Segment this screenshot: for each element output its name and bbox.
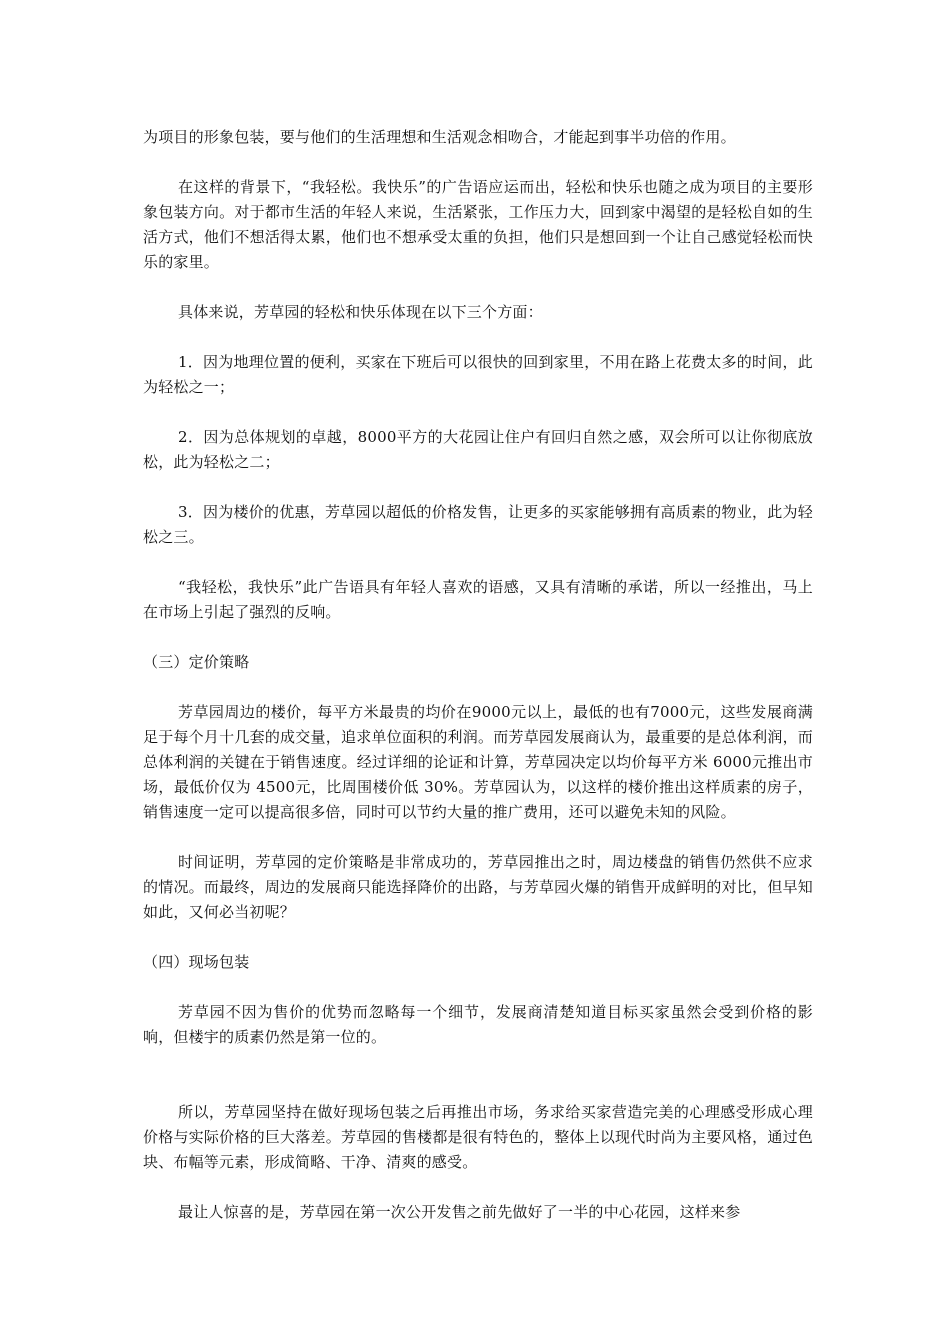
paragraph-point-2: 2．因为总体规划的卓越，8000平方的大花园让住户有回归自然之感，双会所可以让你彻底放松，此为轻松之二； [143,428,813,471]
paragraph-pricing-result: 时间证明，芳草园的定价策略是非常成功的，芳草园推出之时，周边楼盘的销售仍然供不应求的情况。而最终，周边的发展商只能选择降价的出路，与芳草园火爆的销售开成鲜明的对比，但早知如此，又何必当初呢？ [143,853,813,921]
paragraph-slogan-effect: “我轻松，我快乐”此广告语具有年轻人喜欢的语感，又具有清晰的承诺，所以一经推出，马上在市场上引起了强烈的反响。 [143,578,813,621]
paragraph-point-3: 3．因为楼价的优惠，芳草园以超低的价格发售，让更多的买家能够拥有高质素的物业，此为轻松之三。 [143,503,813,546]
paragraph-slogan-background: 在这样的背景下，“我轻松。我快乐”的广告语应运而出，轻松和快乐也随之成为项目的主要形象包装方向。对于都市生活的年轻人来说，生活紧张，工作压力大，回到家中渴望的是轻松自如的生活方式，他们不想活得太累，他们也不想承受太重的负担，他们只是想回到一个让自己感觉轻松而快乐的家里。 [143,178,813,271]
paragraph-site-detail: 芳草园不因为售价的优势而忽略每一个细节，发展商清楚知道目标买家虽然会受到价格的影响，但楼宇的质素仍然是第一位的。 [143,1003,813,1046]
paragraph-central-garden: 最让人惊喜的是，芳草园在第一次公开发售之前先做好了一半的中心花园，这样来参 [178,1203,741,1221]
paragraph-point-1: 1．因为地理位置的便利，买家在下班后可以很快的回到家里，不用在路上花费太多的时间，此为轻松之一； [143,353,813,396]
section-heading-pricing: （三）定价策略 [143,653,250,671]
paragraph-pricing-strategy: 芳草园周边的楼价，每平方米最贵的均价在9000元以上，最低的也有7000元，这些发展商满足于每个月十几套的成交量，追求单位面积的利润。而芳草园发展商认为，最重要的是总体利润，而总体利润的关键在于销售速度。经过详细的论证和计算，芳草园决定以均价每平方米 6000元推出市场，最低价仅为 4500元，比周围楼价低 30%。芳草园认为，以这样的楼价推出这样质素的房子，销售速度一定可以提高很多倍，同时可以节约大量的推广费用，还可以避免未知的风险。 [143,703,813,821]
paragraph-site-packaging: 所以，芳草园坚持在做好现场包装之后再推出市场，务求给买家营造完美的心理感受形成心理价格与实际价格的巨大落差。芳草园的售楼都是很有特色的，整体上以现代时尚为主要风格，通过色块、布幅等元素，形成简略、干净、清爽的感受。 [143,1103,813,1171]
section-heading-site-packaging: （四）现场包装 [143,953,250,971]
paragraph-intro-end: 为项目的形象包装，要与他们的生活理想和生活观念相吻合，才能起到事半功倍的作用。 [143,128,736,146]
paragraph-three-aspects: 具体来说，芳草园的轻松和快乐体现在以下三个方面： [178,303,543,321]
